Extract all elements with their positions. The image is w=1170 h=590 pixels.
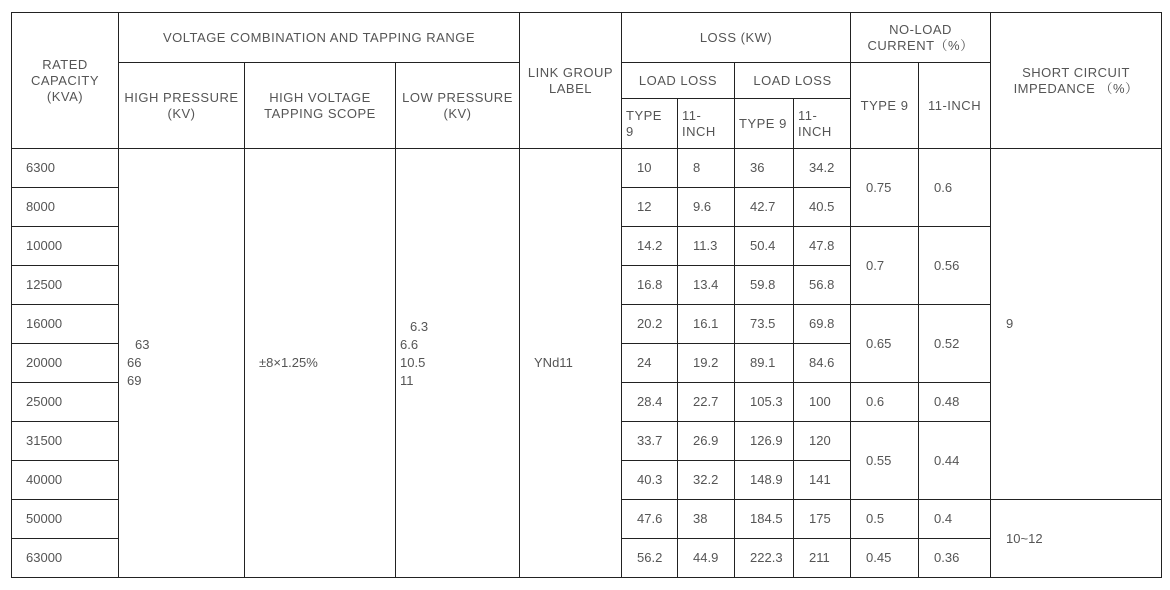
ll2-11inch-cell: 211 bbox=[794, 539, 851, 578]
ll2-11inch-cell: 175 bbox=[794, 500, 851, 539]
capacity-cell: 6300 bbox=[12, 149, 119, 188]
ll2-type9-cell: 89.1 bbox=[735, 344, 794, 383]
ll1-11inch-cell: 16.1 bbox=[678, 305, 735, 344]
no-load-type9-cell: 0.55 bbox=[851, 422, 919, 500]
header-load-loss-2: LOAD LOSS bbox=[735, 63, 851, 99]
capacity-cell: 8000 bbox=[12, 188, 119, 227]
ll1-11inch-cell: 44.9 bbox=[678, 539, 735, 578]
ll1-11inch-cell: 22.7 bbox=[678, 383, 735, 422]
ll1-type9-cell: 56.2 bbox=[622, 539, 678, 578]
header-ll1-11inch: 11-INCH bbox=[678, 99, 735, 149]
header-tapping-scope: HIGH VOLTAGE TAPPING SCOPE bbox=[245, 63, 396, 149]
low-pressure-value: 6.6 bbox=[400, 337, 419, 352]
low-pressure-values bbox=[396, 149, 520, 578]
ll2-type9-cell: 42.7 bbox=[735, 188, 794, 227]
no-load-11inch-cell: 0.4 bbox=[919, 500, 991, 539]
capacity-cell: 25000 bbox=[12, 383, 119, 422]
ll2-11inch-cell: 100 bbox=[794, 383, 851, 422]
header-load-loss-1: LOAD LOSS bbox=[622, 63, 735, 99]
header-no-load-type9: TYPE 9 bbox=[851, 63, 919, 149]
ll2-11inch-cell: 84.6 bbox=[794, 344, 851, 383]
impedance-value: 9 bbox=[991, 149, 1162, 500]
ll1-11inch-cell: 32.2 bbox=[678, 461, 735, 500]
capacity-cell: 63000 bbox=[12, 539, 119, 578]
ll1-type9-cell: 28.4 bbox=[622, 383, 678, 422]
capacity-cell: 20000 bbox=[12, 344, 119, 383]
tapping-scope-value: ±8×1.25% bbox=[245, 149, 396, 578]
no-load-11inch-cell: 0.44 bbox=[919, 422, 991, 500]
header-rated-capacity bbox=[12, 13, 119, 149]
high-pressure-values bbox=[119, 149, 245, 578]
ll2-type9-cell: 59.8 bbox=[735, 266, 794, 305]
ll2-type9-cell: 148.9 bbox=[735, 461, 794, 500]
header-ll1-type9: TYPE 9 bbox=[622, 99, 678, 149]
link-group-value: YNd11 bbox=[520, 149, 622, 578]
ll2-type9-cell: 36 bbox=[735, 149, 794, 188]
ll1-type9-cell: 24 bbox=[622, 344, 678, 383]
capacity-cell: 12500 bbox=[12, 266, 119, 305]
ll2-type9-cell: 126.9 bbox=[735, 422, 794, 461]
spec-table-container bbox=[11, 12, 1162, 578]
header-loss: LOSS (KW) bbox=[622, 13, 851, 63]
impedance-value: 10~12 bbox=[991, 500, 1162, 578]
header-ll2-11inch: 11-INCH bbox=[794, 99, 851, 149]
ll1-11inch-cell: 9.6 bbox=[678, 188, 735, 227]
ll2-type9-cell: 222.3 bbox=[735, 539, 794, 578]
ll2-type9-cell: 184.5 bbox=[735, 500, 794, 539]
ll2-11inch-cell: 34.2 bbox=[794, 149, 851, 188]
ll1-type9-cell: 40.3 bbox=[622, 461, 678, 500]
ll1-type9-cell: 12 bbox=[622, 188, 678, 227]
ll1-11inch-cell: 19.2 bbox=[678, 344, 735, 383]
header-short-circuit: SHORT CIRCUIT IMPEDANCE （%） bbox=[991, 13, 1162, 149]
no-load-11inch-cell: 0.56 bbox=[919, 227, 991, 305]
ll2-11inch-cell: 120 bbox=[794, 422, 851, 461]
header-high-pressure: HIGH PRESSURE (KV) bbox=[119, 63, 245, 149]
ll1-type9-cell: 16.8 bbox=[622, 266, 678, 305]
low-pressure-value: 11 bbox=[400, 373, 414, 388]
no-load-11inch-cell: 0.36 bbox=[919, 539, 991, 578]
ll2-type9-cell: 105.3 bbox=[735, 383, 794, 422]
ll1-11inch-cell: 38 bbox=[678, 500, 735, 539]
capacity-cell: 10000 bbox=[12, 227, 119, 266]
no-load-type9-cell: 0.6 bbox=[851, 383, 919, 422]
header-link-group: LINK GROUP LABEL bbox=[520, 13, 622, 149]
ll1-type9-cell: 33.7 bbox=[622, 422, 678, 461]
ll1-11inch-cell: 8 bbox=[678, 149, 735, 188]
high-pressure-value: 69 bbox=[127, 373, 142, 388]
ll2-11inch-cell: 40.5 bbox=[794, 188, 851, 227]
high-pressure-value: 66 bbox=[127, 355, 142, 370]
no-load-type9-cell: 0.65 bbox=[851, 305, 919, 383]
no-load-type9-cell: 0.7 bbox=[851, 227, 919, 305]
no-load-type9-cell: 0.5 bbox=[851, 500, 919, 539]
header-voltage-group: VOLTAGE COMBINATION AND TAPPING RANGE bbox=[119, 13, 520, 63]
ll2-11inch-cell: 141 bbox=[794, 461, 851, 500]
ll1-11inch-cell: 26.9 bbox=[678, 422, 735, 461]
ll2-11inch-cell: 47.8 bbox=[794, 227, 851, 266]
ll2-type9-cell: 50.4 bbox=[735, 227, 794, 266]
table-row bbox=[12, 149, 1162, 188]
ll1-type9-cell: 47.6 bbox=[622, 500, 678, 539]
no-load-11inch-cell: 0.6 bbox=[919, 149, 991, 227]
header-low-pressure: LOW PRESSURE (KV) bbox=[396, 63, 520, 149]
no-load-type9-cell: 0.75 bbox=[851, 149, 919, 227]
high-pressure-value: 63 bbox=[135, 337, 150, 352]
no-load-11inch-cell: 0.48 bbox=[919, 383, 991, 422]
capacity-cell: 50000 bbox=[12, 500, 119, 539]
capacity-cell: 31500 bbox=[12, 422, 119, 461]
header-no-load-current: NO-LOAD CURRENT（%） bbox=[851, 13, 991, 63]
header-no-load-11inch: 11-INCH bbox=[919, 63, 991, 149]
low-pressure-value: 6.3 bbox=[410, 319, 429, 334]
header-rated-capacity-label: RATED CAPACITY (KVA) bbox=[30, 56, 100, 104]
no-load-type9-cell: 0.45 bbox=[851, 539, 919, 578]
no-load-11inch-cell: 0.52 bbox=[919, 305, 991, 383]
ll2-11inch-cell: 56.8 bbox=[794, 266, 851, 305]
ll1-11inch-cell: 11.3 bbox=[678, 227, 735, 266]
low-pressure-value: 10.5 bbox=[400, 355, 426, 370]
ll1-11inch-cell: 13.4 bbox=[678, 266, 735, 305]
ll2-type9-cell: 73.5 bbox=[735, 305, 794, 344]
transformer-spec-table bbox=[11, 12, 1162, 578]
ll1-type9-cell: 20.2 bbox=[622, 305, 678, 344]
header-ll2-type9: TYPE 9 bbox=[735, 99, 794, 149]
capacity-cell: 16000 bbox=[12, 305, 119, 344]
capacity-cell: 40000 bbox=[12, 461, 119, 500]
ll1-type9-cell: 14.2 bbox=[622, 227, 678, 266]
ll2-11inch-cell: 69.8 bbox=[794, 305, 851, 344]
ll1-type9-cell: 10 bbox=[622, 149, 678, 188]
